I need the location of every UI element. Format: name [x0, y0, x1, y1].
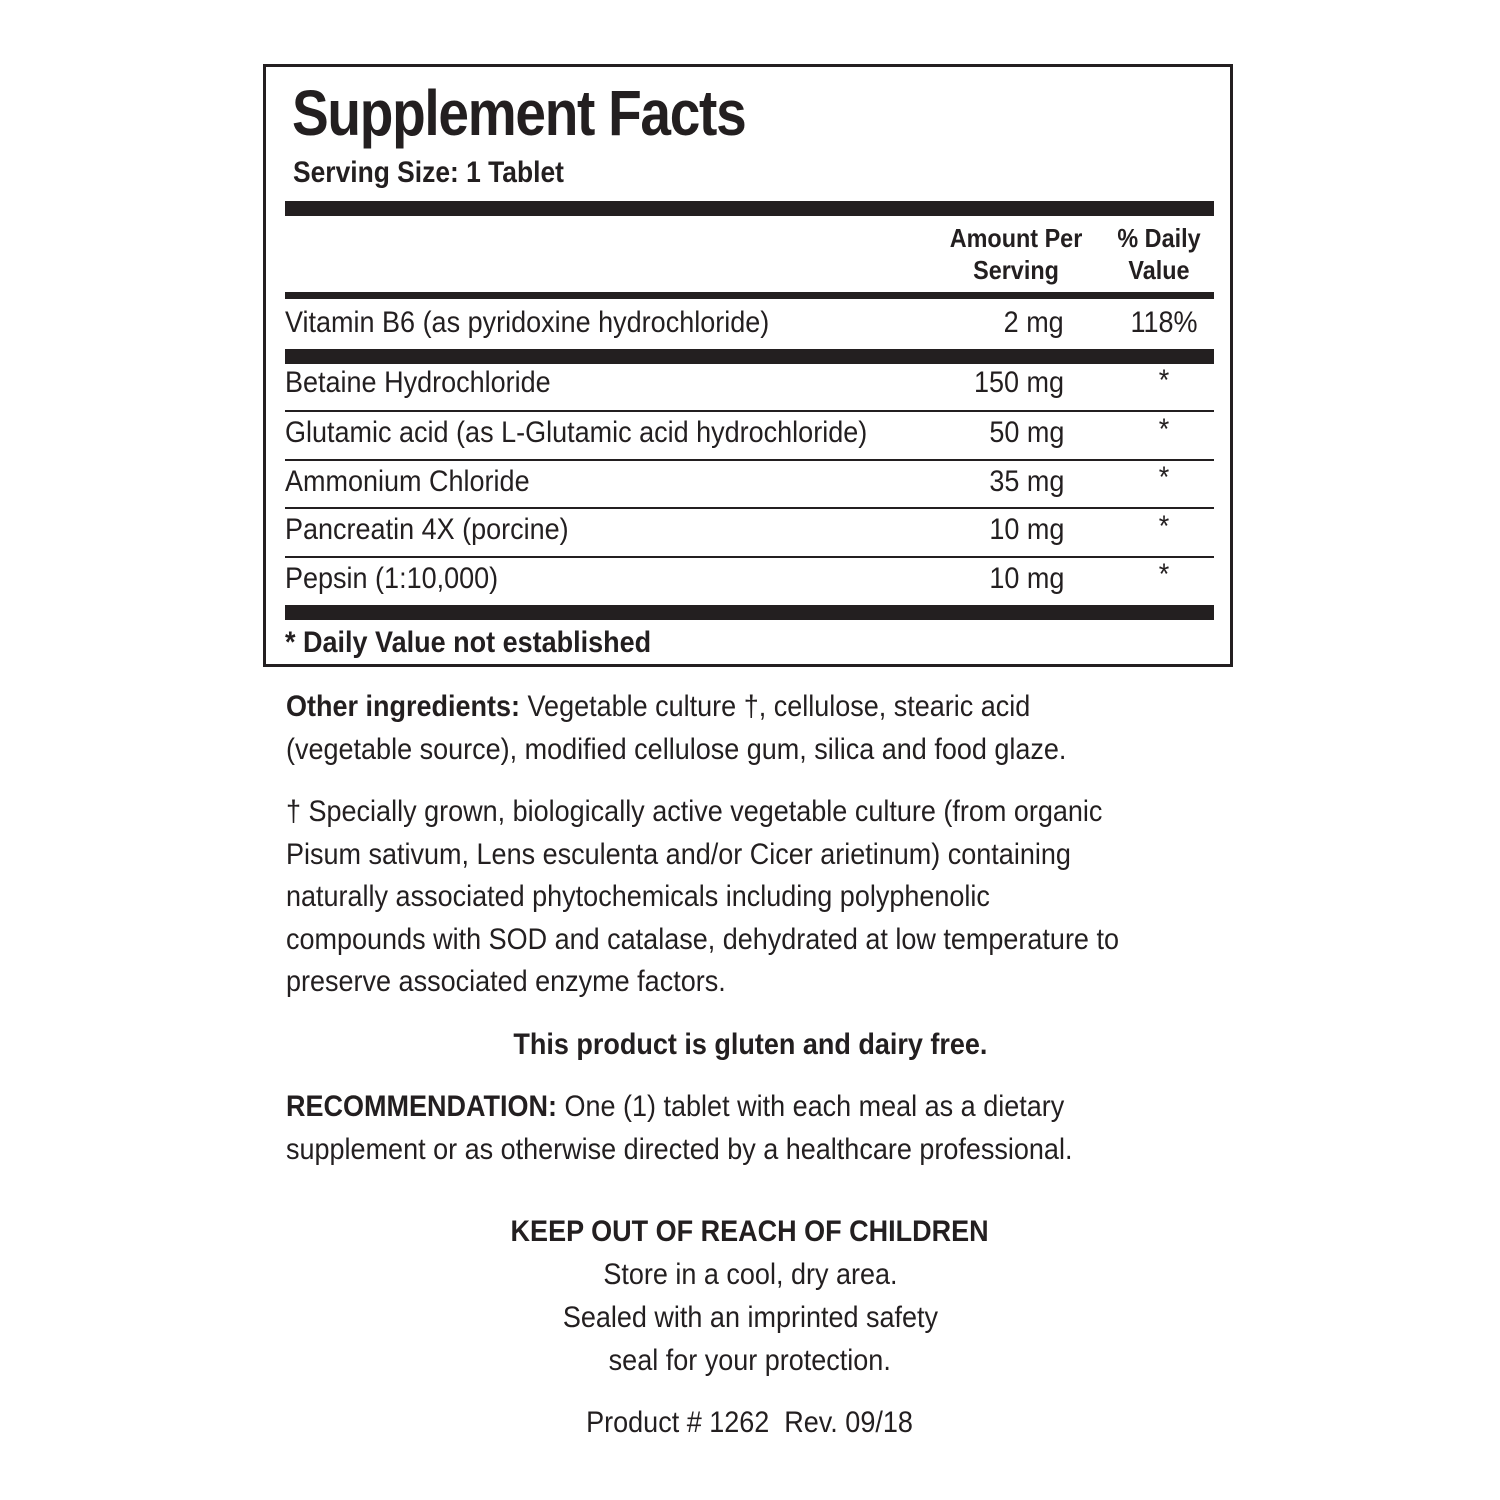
- divider-thin: [285, 410, 1214, 412]
- serving-size: Serving Size: 1 Tablet: [293, 156, 564, 189]
- nutrient-name: Vitamin B6 (as pyridoxine hydrochloride): [285, 306, 770, 339]
- culture-note: † Specially grown, biologically active vegetable culture (from organic Pisum sativum, Lens esculenta and/or Cicer arietinum) containing naturally associated phytochemicals including polyphenolic compounds with SOD and catalase, dehydrated at low temperature to preserve associated enzyme factors.: [286, 795, 1119, 998]
- divider-medium: [285, 292, 1214, 299]
- divider-thick: [285, 201, 1214, 216]
- nutrient-amount: 10 mg: [988, 513, 1064, 546]
- nutrient-amount: 2 mg: [1003, 306, 1064, 339]
- nutrient-daily-value: *: [1158, 558, 1170, 591]
- divider-thin: [285, 507, 1214, 509]
- divider-thin: [285, 459, 1214, 461]
- divider-thin: [285, 556, 1214, 558]
- nutrient-amount: 150 mg: [973, 366, 1064, 399]
- safety-seal-line: seal for your protection.: [608, 1344, 892, 1377]
- allergen-statement: This product is gluten and dairy free.: [512, 1028, 988, 1061]
- column-header-daily-value: % Daily Value: [1117, 223, 1201, 285]
- safety-seal-line: Sealed with an imprinted safety: [562, 1301, 938, 1334]
- nutrient-amount: 35 mg: [988, 465, 1064, 498]
- nutrient-amount: 50 mg: [988, 416, 1064, 449]
- nutrient-daily-value: *: [1158, 413, 1170, 446]
- nutrient-daily-value: 118%: [1130, 306, 1198, 339]
- storage-instruction: Store in a cool, dry area.: [602, 1258, 898, 1291]
- other-ingredients: Other ingredients: Vegetable culture †, cellulose, stearic acid (vegetable source), modified cellulose gum, silica and food glaze.: [286, 690, 1067, 766]
- nutrient-daily-value: *: [1158, 364, 1170, 397]
- product-info: Product # 1262 Rev. 09/18: [586, 1406, 914, 1439]
- warning-heading: KEEP OUT OF REACH OF CHILDREN: [510, 1215, 990, 1248]
- nutrient-daily-value: *: [1158, 510, 1170, 543]
- recommendation-label: RECOMMENDATION:: [286, 1090, 557, 1123]
- nutrient-name: Pepsin (1:10,000): [285, 562, 499, 595]
- nutrient-name: Glutamic acid (as L-Glutamic acid hydrochloride): [285, 416, 868, 449]
- nutrient-daily-value: *: [1158, 461, 1170, 494]
- divider-thick: [285, 349, 1214, 364]
- nutrient-name: Ammonium Chloride: [285, 465, 530, 498]
- nutrient-name: Betaine Hydrochloride: [285, 366, 551, 399]
- divider-thick: [285, 605, 1214, 620]
- nutrient-amount: 10 mg: [988, 562, 1064, 595]
- recommendation: RECOMMENDATION: One (1) tablet with each meal as a dietary supplement or as otherwise directed by a healthcare professional.: [286, 1090, 1073, 1166]
- daily-value-footnote: * Daily Value not established: [285, 626, 652, 659]
- column-header-amount: Amount Per Serving: [949, 223, 1083, 285]
- facts-title: Supplement Facts: [292, 77, 746, 149]
- supplement-facts-panel: [263, 64, 1233, 667]
- nutrient-name: Pancreatin 4X (porcine): [285, 513, 569, 546]
- other-ingredients-label: Other ingredients:: [286, 690, 521, 723]
